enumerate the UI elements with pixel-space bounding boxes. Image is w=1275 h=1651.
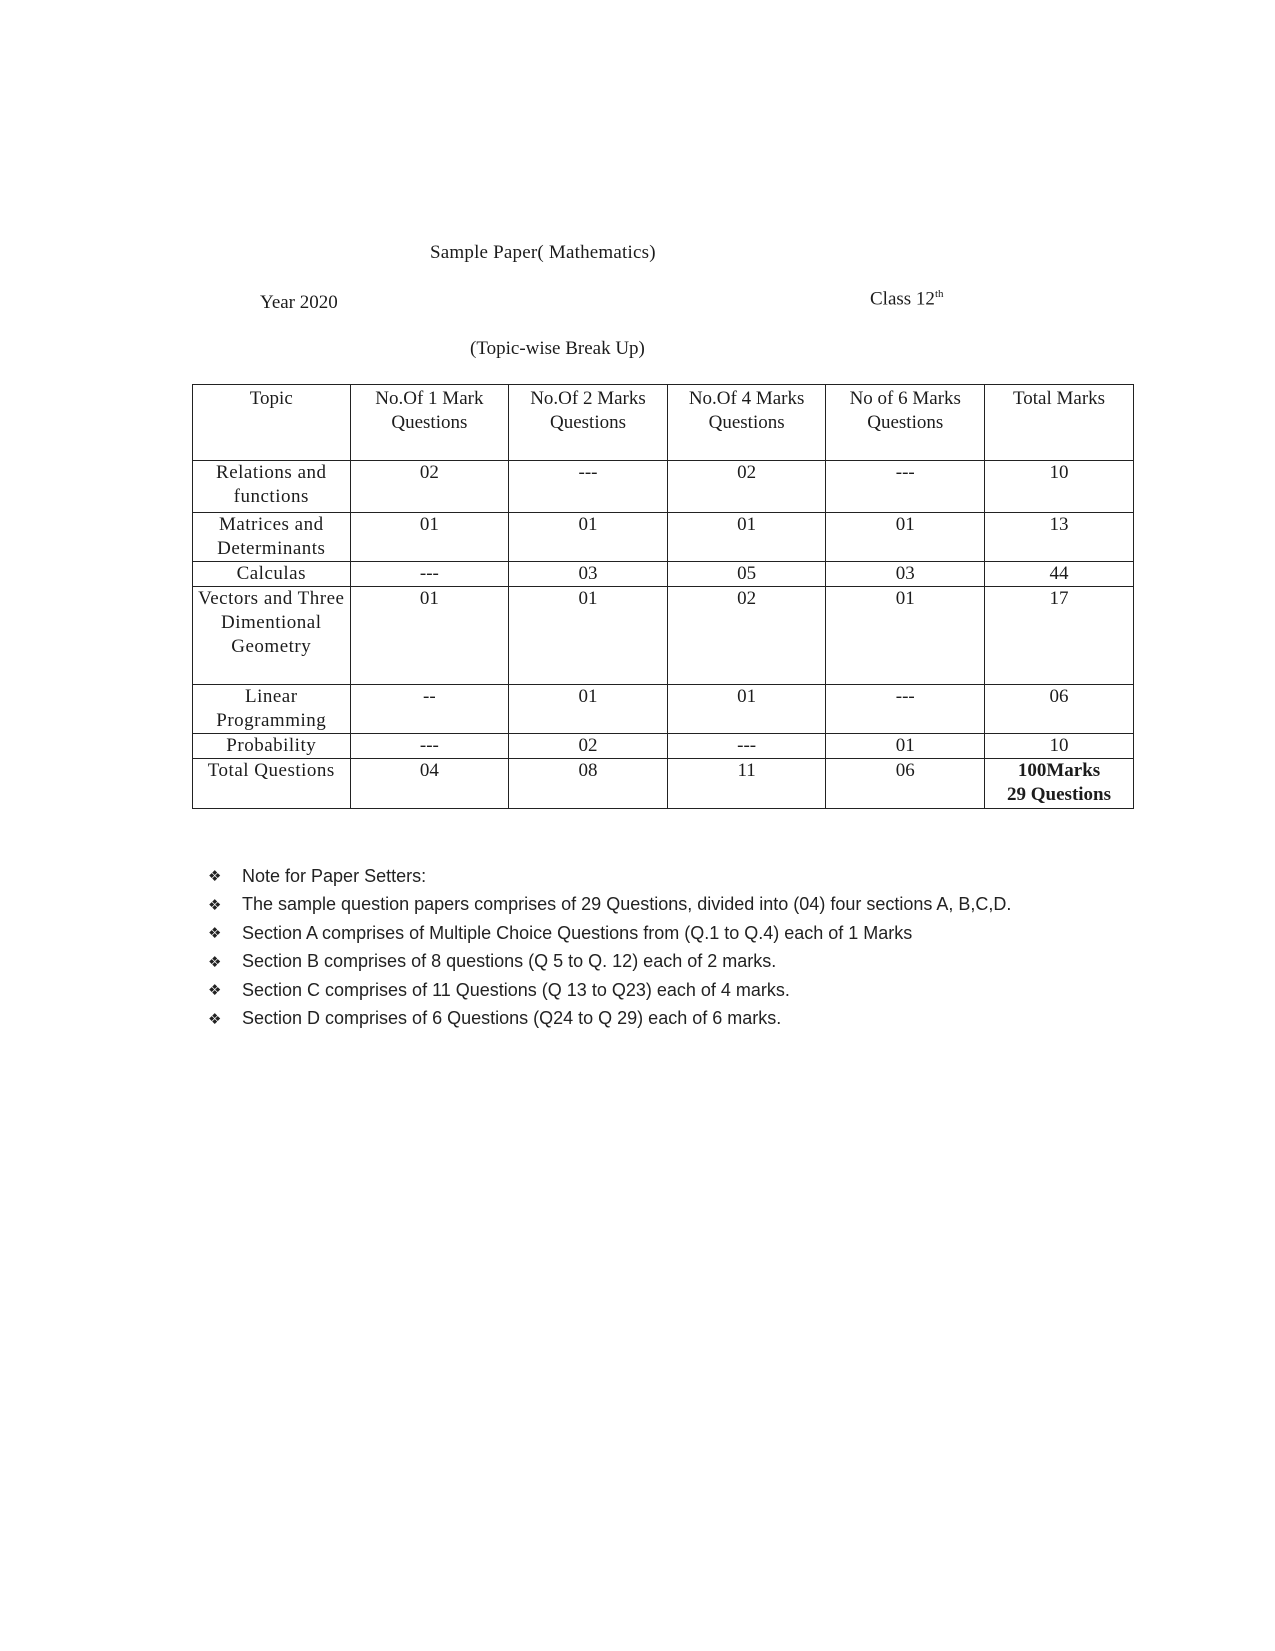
bullet-icon: ❖ [208, 896, 222, 914]
table-totals-row [193, 759, 1134, 809]
row-6-marks: --- [826, 461, 985, 513]
row-4-marks: --- [667, 734, 826, 759]
row-total-marks: 13 [985, 513, 1134, 562]
list-item [208, 919, 1011, 948]
note-text: Section D comprises of 6 Questions (Q24 to Q 29) each of 6 marks. [242, 1008, 782, 1029]
bullet-icon: ❖ [208, 982, 222, 1000]
row-1-mark: -- [350, 685, 509, 734]
row-4-marks: 01 [667, 513, 826, 562]
list-item [208, 862, 1011, 891]
row-1-mark: 01 [350, 513, 509, 562]
row-6-marks: 01 [826, 734, 985, 759]
header-topic: Topic [193, 385, 351, 461]
row-1-mark: --- [350, 562, 509, 587]
table-row [193, 734, 1134, 759]
totals-1-mark: 04 [350, 759, 509, 809]
row-4-marks: 02 [667, 461, 826, 513]
note-text: Note for Paper Setters: [242, 865, 427, 886]
row-2-marks: 01 [509, 513, 668, 562]
class-label-suffix: th [934, 288, 944, 300]
row-4-marks: 01 [667, 685, 826, 734]
header-1-mark: No.Of 1 Mark Questions [350, 385, 509, 461]
row-1-mark: 01 [350, 587, 509, 685]
row-1-mark: --- [350, 734, 509, 759]
row-topic: Matrices and Determinants [193, 513, 351, 562]
header-total-marks: Total Marks [985, 385, 1134, 461]
table-row [193, 685, 1134, 734]
totals-6-marks: 06 [826, 759, 985, 809]
totals-total-marks [985, 759, 1134, 809]
subtitle: (Topic-wise Break Up) [470, 338, 645, 359]
list-item [208, 1005, 1011, 1034]
page-title: Sample Paper( Mathematics) [430, 242, 656, 263]
grand-total-marks: 100Marks [1017, 760, 1101, 781]
list-item [208, 976, 1011, 1005]
row-2-marks: 02 [509, 734, 668, 759]
header-2-marks: No.Of 2 Marks Questions [509, 385, 668, 461]
row-topic: Vectors and Three Dimentional Geometry [193, 587, 351, 685]
grand-total-questions: 29 Questions [1007, 784, 1112, 805]
note-text: Section A comprises of Multiple Choice Questions from (Q.1 to Q.4) each of 1 Marks [242, 922, 913, 943]
row-6-marks: 03 [826, 562, 985, 587]
row-2-marks: 03 [509, 562, 668, 587]
row-total-marks: 06 [985, 685, 1134, 734]
row-topic: Relations and functions [193, 461, 351, 513]
row-total-marks: 44 [985, 562, 1134, 587]
row-1-mark: 02 [350, 461, 509, 513]
row-2-marks: 01 [509, 685, 668, 734]
note-text: Section B comprises of 8 questions (Q 5 to Q. 12) each of 2 marks. [242, 951, 777, 972]
note-text: Section C comprises of 11 Questions (Q 13 to Q23) each of 4 marks. [242, 979, 790, 1000]
row-total-marks: 10 [985, 461, 1134, 513]
row-topic: Probability [193, 734, 351, 759]
topic-breakup-table [192, 384, 1134, 809]
row-total-marks: 10 [985, 734, 1134, 759]
year-label: Year 2020 [260, 292, 338, 313]
note-text: The sample question papers comprises of 29 Questions, divided into (04) four sections A, B,C,D. [242, 894, 1012, 915]
bullet-icon: ❖ [208, 953, 222, 971]
class-label [870, 288, 944, 310]
row-topic: Linear Programming [193, 685, 351, 734]
totals-2-marks: 08 [509, 759, 668, 809]
notes-list [208, 862, 1011, 1033]
totals-4-marks: 11 [667, 759, 826, 809]
header-6-marks: No of 6 Marks Questions [826, 385, 985, 461]
bullet-icon: ❖ [208, 1010, 222, 1028]
row-2-marks: 01 [509, 587, 668, 685]
row-4-marks: 05 [667, 562, 826, 587]
table-row [193, 461, 1134, 513]
list-item [208, 891, 1011, 920]
row-topic: Calculas [193, 562, 351, 587]
table-row [193, 587, 1134, 685]
table-row [193, 562, 1134, 587]
header-4-marks: No.Of 4 Marks Questions [667, 385, 826, 461]
list-item [208, 948, 1011, 977]
row-4-marks: 02 [667, 587, 826, 685]
row-total-marks: 17 [985, 587, 1134, 685]
bullet-icon: ❖ [208, 868, 222, 886]
bullet-icon: ❖ [208, 925, 222, 943]
class-label-text: Class 12 [870, 288, 935, 310]
totals-topic: Total Questions [193, 759, 351, 809]
row-6-marks: --- [826, 685, 985, 734]
table-row [193, 513, 1134, 562]
row-2-marks: --- [509, 461, 668, 513]
row-6-marks: 01 [826, 513, 985, 562]
table-header-row [193, 385, 1134, 461]
row-6-marks: 01 [826, 587, 985, 685]
